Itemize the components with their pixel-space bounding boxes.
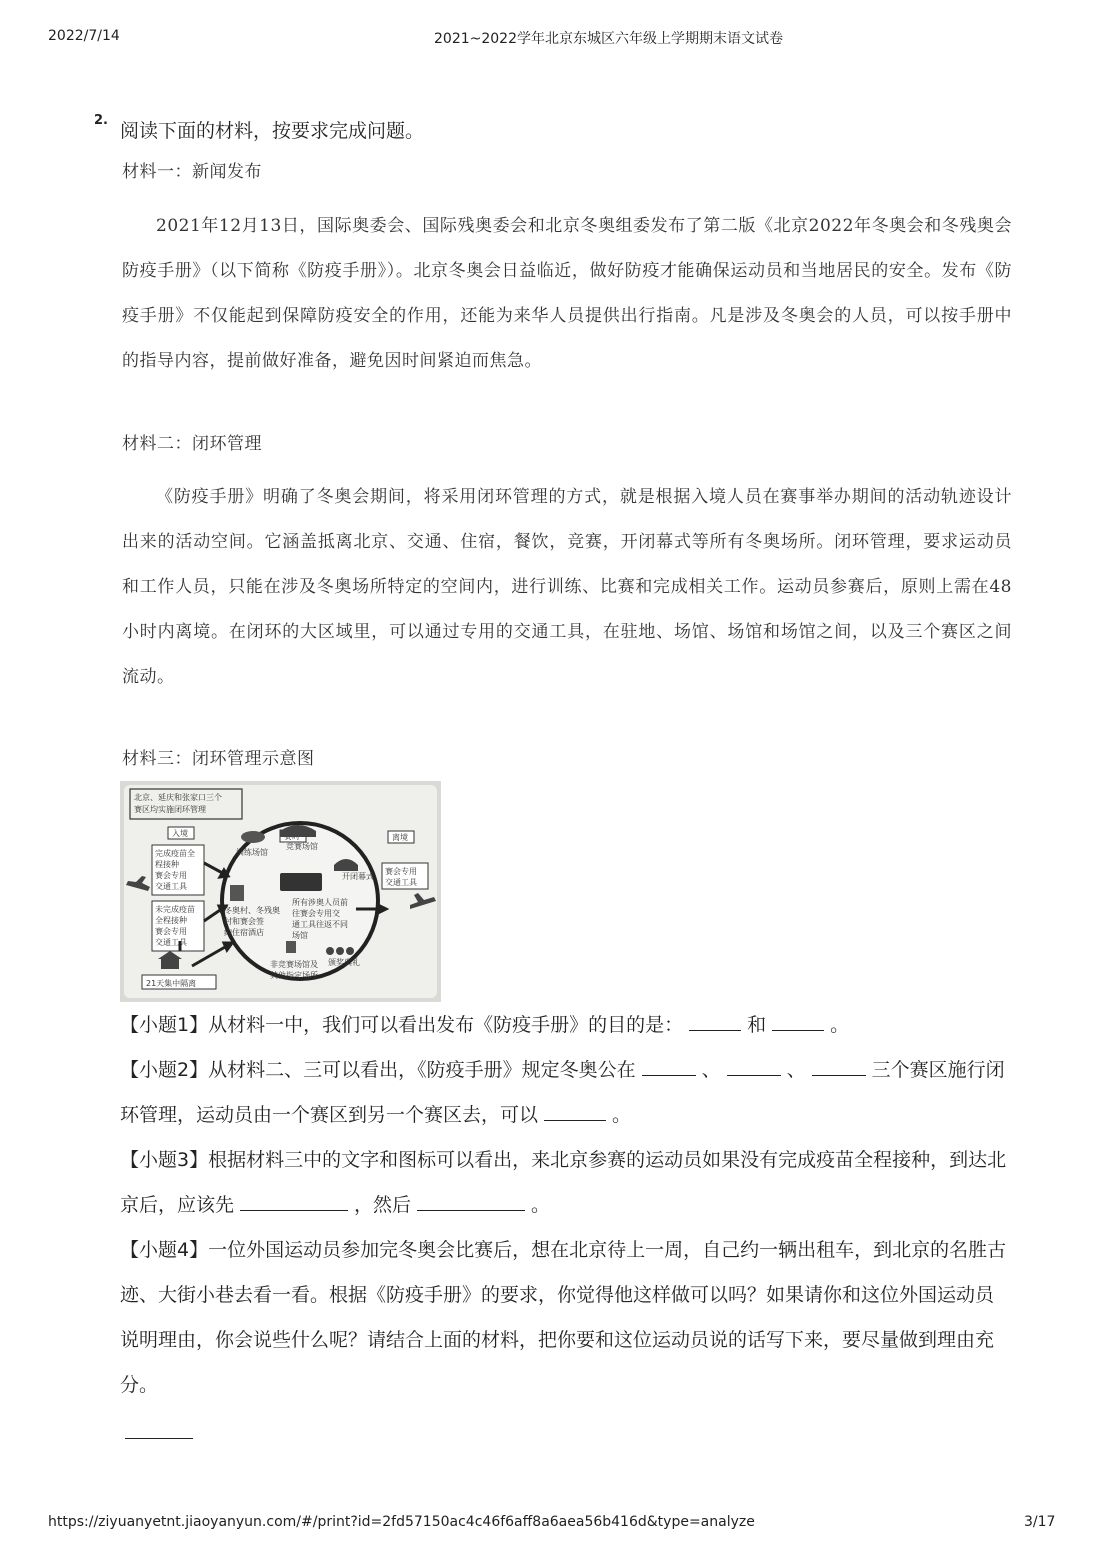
footer-url: https://ziyuanyetnt.jiaoyanyun.com/#/print?id=2fd57150ac4c46f6aff8a6aea56b416d&type=analyze (48, 1514, 755, 1530)
village-building-icon (230, 885, 244, 901)
answer-blank-2c[interactable] (812, 1059, 866, 1076)
village-line-2: 村和赛会签 (224, 917, 264, 926)
training-venue-icon (241, 831, 265, 843)
vaccinated-line-3: 赛会专用 (155, 871, 187, 880)
material-1 (122, 158, 1012, 384)
subquestion-2 (120, 1048, 1010, 1138)
subquestion-2-sep-2: 、 (786, 1059, 806, 1081)
page-number: 3/17 (1024, 1514, 1056, 1530)
subquestion-3-end: 。 (531, 1194, 551, 1216)
subquestion-1-connector: 和 (747, 1014, 767, 1036)
zone-note-line-2: 赛区均实施闭环管理 (134, 805, 206, 814)
noncompetition-venue-icon (286, 941, 296, 953)
medal-label: 颁奖典礼 (328, 958, 360, 967)
material-2-body: 《防疫手册》明确了冬奥会期间，将采用闭环管理的方式，就是根据入境人员在赛事举办期间的活动轨迹设计出来的活动空间。它涵盖抵离北京、交通、住宿，餐饮，竞赛，开闭幕式等所有冬奥场所。闭环管理，要求运动员和工作人员，只能在涉及冬奥场所特定的空间内，进行训练、比赛和完成相关工作。运动员参赛后，原则上需在48小时内离境。在闭环的大区域里，可以通过专用的交通工具，在驻地、场馆、场馆和场馆之间，以及三个赛区之间流动。 (122, 487, 1012, 687)
material-3 (122, 745, 1012, 773)
village-line-3: 约住宿酒店 (224, 928, 264, 937)
material-1-title: 材料一：新闻发布 (122, 162, 262, 182)
material-2 (122, 430, 1012, 700)
closed-loop-diagram (120, 781, 441, 1002)
exit-tag: 离境 (392, 833, 408, 842)
question-number: 2. (94, 113, 108, 128)
print-date: 2022/7/14 (48, 28, 120, 44)
unvaccinated-line-2: 全程接种 (155, 916, 187, 925)
quarantine-label: 21天集中隔离 (146, 979, 197, 988)
bus-note-line-3: 通工具往返不同 (292, 920, 348, 929)
vaccinated-line-1: 完成疫苗全 (155, 849, 195, 858)
vaccinated-line-4: 交通工具 (155, 882, 187, 891)
subquestion-4: 【小题4】一位外国运动员参加完冬奥会比赛后，想在北京待上一周，自己约一辆出租车，到北京的名胜古迹、大街小巷去看一看。根据《防疫手册》的要求，你觉得他这样做可以吗？如果请你和这位外国运动员说明理由，你会说些什么呢？请结合上面的材料，把你要和这位运动员说的话写下来，要尽量做到理由充分。 (120, 1239, 1007, 1396)
material-2-title: 材料二：闭环管理 (122, 434, 262, 454)
unvaccinated-line-1: 未完成疫苗 (155, 905, 195, 914)
bus-note-line-4: 场馆 (292, 931, 308, 940)
document-title: 2021~2022学年北京东城区六年级上学期期末语文试卷 (434, 31, 783, 47)
competition-label: 竞赛场馆 (286, 842, 318, 851)
material-1-body: 2021年12月13日，国际奥委会、国际残奥委会和北京冬奥组委发布了第二版《北京2022年冬奥会和冬残奥会防疫手册》（以下简称《防疫手册》）。北京冬奥会日益临近，做好防疫才能确保运动员和当地居民的安全。发布《防疫手册》不仅能起到保障防疫安全的作用，还能为来华人员提供出行指南。凡是涉及冬奥会的人员，可以按手册中的指导内容，提前做好准备，避免因时间紧迫而焦急。 (122, 216, 1012, 371)
exit-transport-line-2: 交通工具 (385, 878, 417, 887)
training-label: 训练场馆 (236, 848, 268, 857)
noncomp-line-2: 其他指定场所 (270, 971, 318, 980)
zone-note-line-1: 北京、延庆和张家口三个 (134, 793, 222, 802)
subquestion-2-end: 。 (612, 1104, 632, 1126)
answer-blank-2b[interactable] (727, 1059, 781, 1076)
question-stem: 阅读下面的材料，按要求完成问题。 (120, 120, 425, 142)
shuttle-bus-icon (280, 873, 322, 891)
unvaccinated-line-3: 赛会专用 (155, 927, 187, 936)
subquestion-2-sep-1: 、 (701, 1059, 721, 1081)
answer-line-4[interactable] (125, 1438, 193, 1439)
subquestion-2-tail: 三个赛区施行闭环管理，运动员由一个赛区到另一个赛区去，可以 (120, 1059, 1005, 1126)
answer-blank-2d[interactable] (544, 1104, 606, 1121)
subquestion-3-connector: ，然后 (354, 1194, 412, 1216)
unvaccinated-line-4: 交通工具 (155, 938, 187, 947)
medal-icon (326, 947, 354, 955)
answer-blank-3b[interactable] (417, 1194, 525, 1211)
answer-blank-1a[interactable] (689, 1014, 741, 1031)
subquestion-1-text: 【小题1】从材料一中，我们可以看出发布《防疫手册》的目的是： (120, 1014, 684, 1036)
material-3-title: 材料三：闭环管理示意图 (122, 749, 315, 769)
entry-tag: 入境 (172, 829, 188, 838)
subquestion-3 (120, 1138, 1010, 1228)
bus-note-line-2: 往赛会专用交 (292, 909, 340, 918)
village-line-1: 冬奥村、冬残奥 (224, 906, 280, 915)
subquestion-1 (120, 1003, 1010, 1048)
ceremony-label: 开闭幕式 (342, 872, 374, 881)
bus-note-line-1: 所有涉奥人员前 (292, 898, 348, 907)
answer-blank-3a[interactable] (240, 1194, 348, 1211)
subquestion-1-end: 。 (830, 1014, 850, 1036)
answer-blank-2a[interactable] (642, 1059, 696, 1076)
vaccinated-line-2: 程接种 (155, 860, 179, 869)
subquestion-3-text: 【小题3】根据材料三中的文字和图标可以看出，来北京参赛的运动员如果没有完成疫苗全程接种，到达北京后，应该先 (120, 1149, 1007, 1216)
noncomp-line-1: 非竞赛场馆及 (270, 960, 318, 969)
exit-transport-line-1: 赛会专用 (385, 867, 417, 876)
answer-blank-1b[interactable] (772, 1014, 824, 1031)
subquestion-2-text: 【小题2】从材料二、三可以看出，《防疫手册》规定冬奥公在 (120, 1059, 636, 1081)
